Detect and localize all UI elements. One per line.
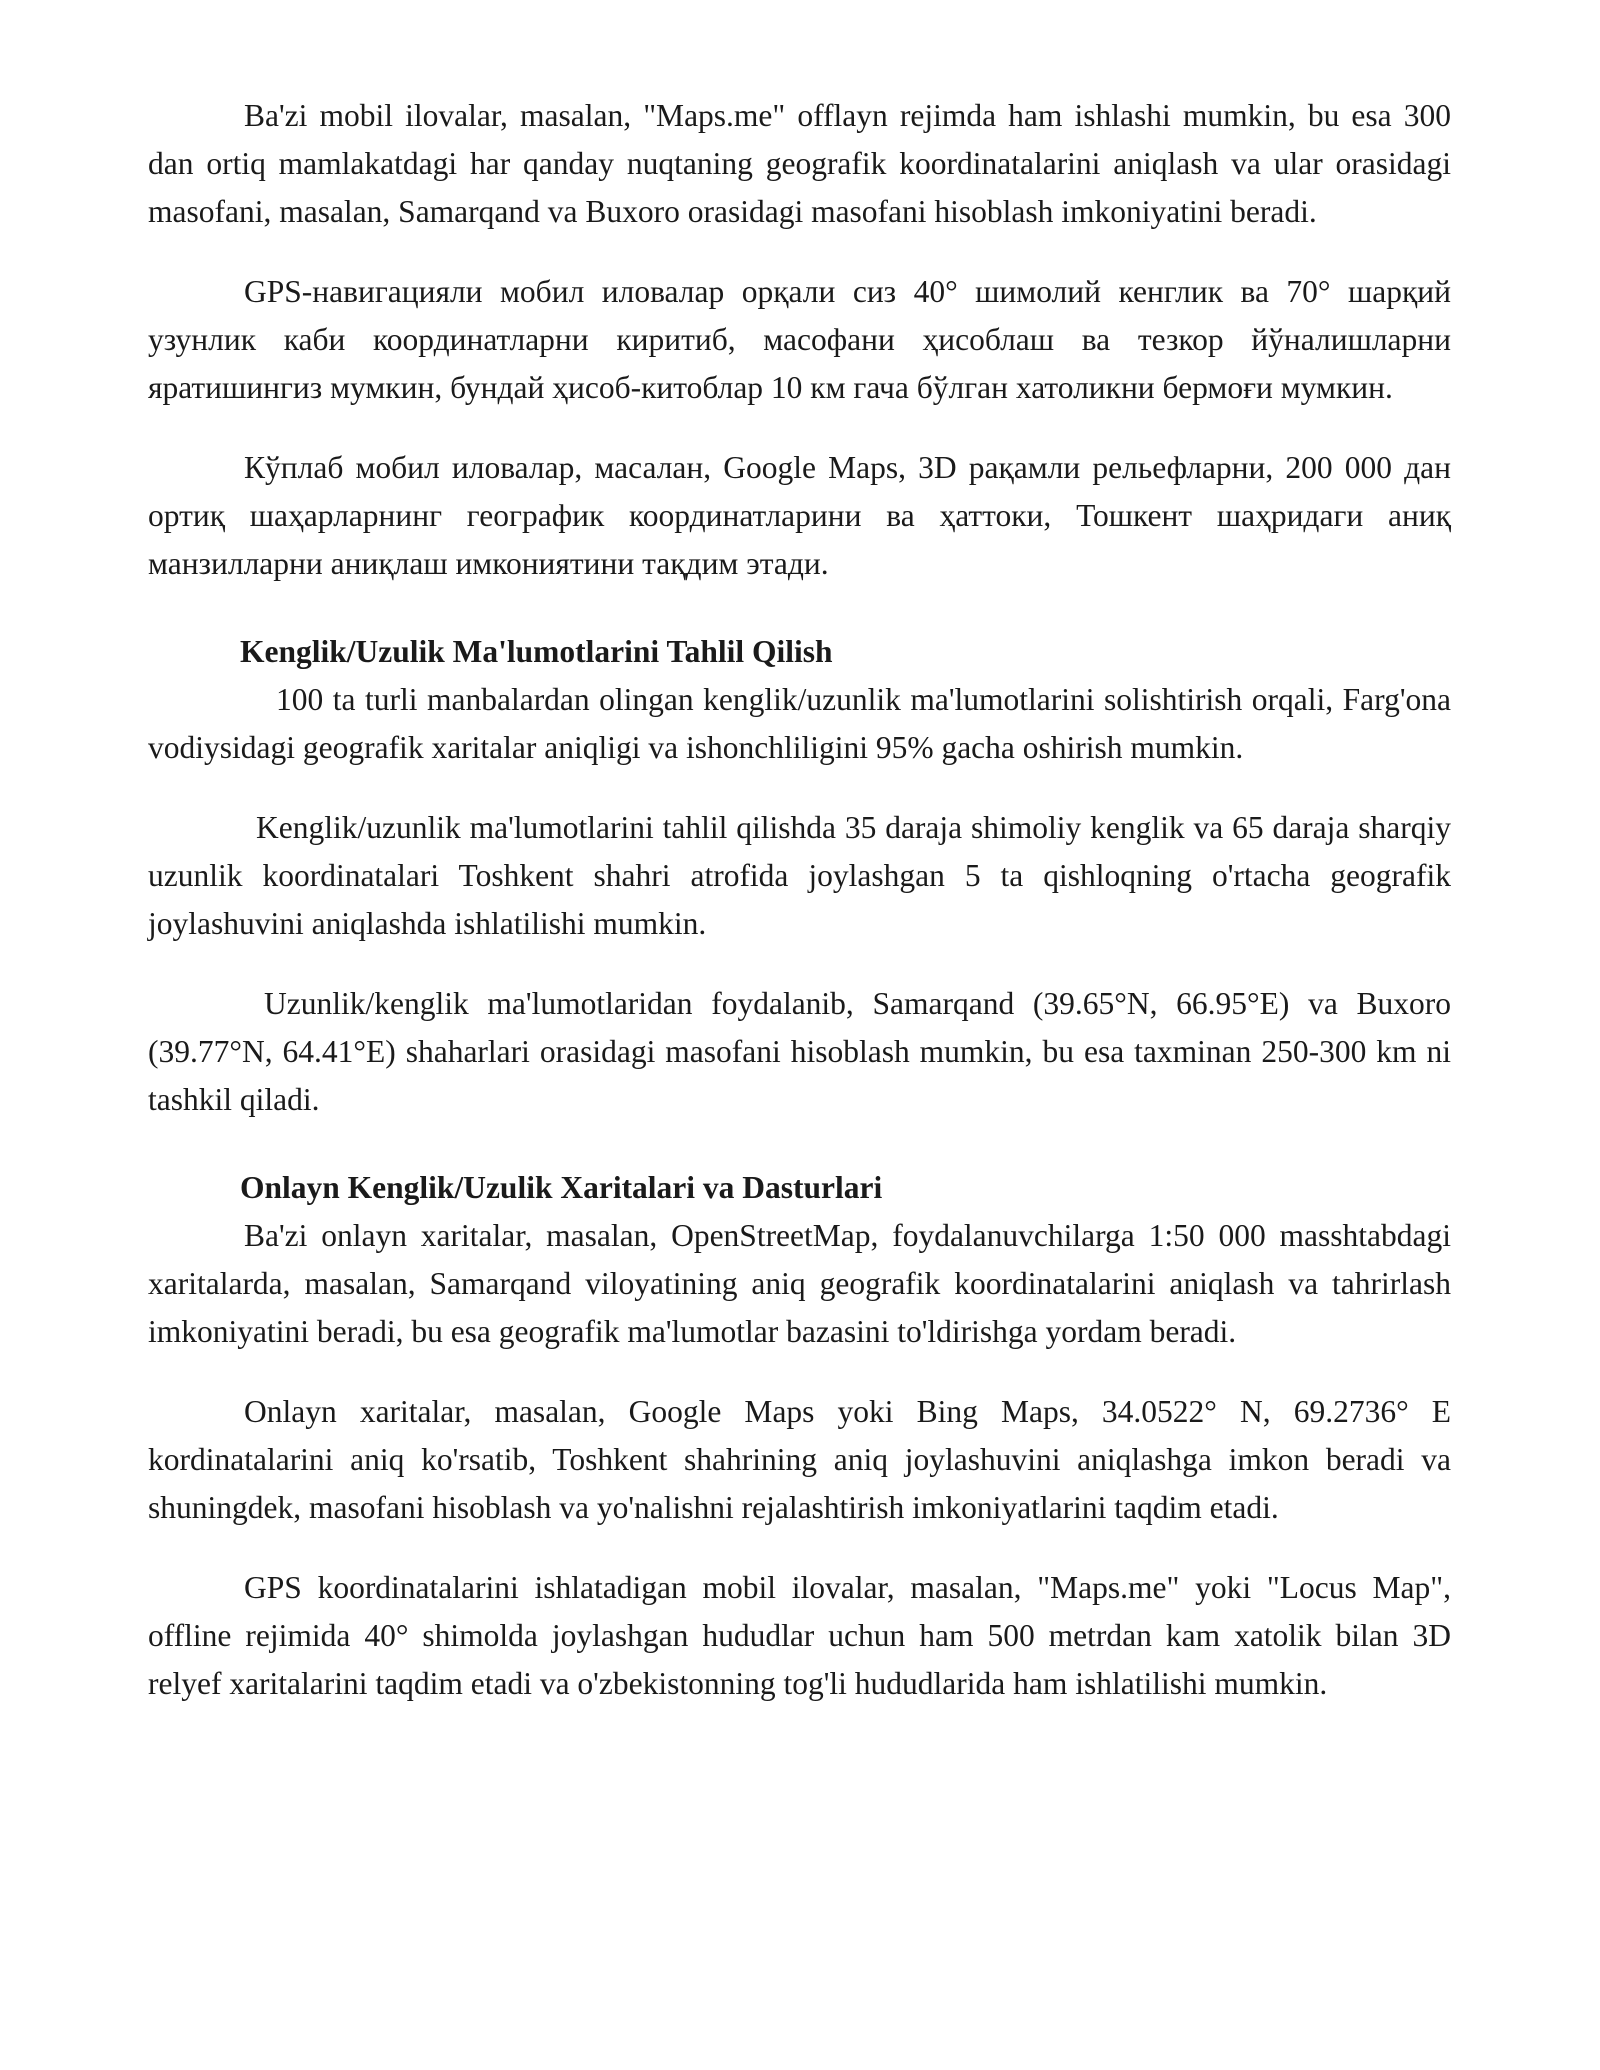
paragraph-google-bing-maps: Onlayn xaritalar, masalan, Google Maps yoki Bing Maps, 34.0522° N, 69.2736° E kordinatalarini aniq ko'rsatib, Toshkent shahrining aniq joylashuvini aniqlashga imkon beradi va shuningdek, masofani hisoblash va yo'nalishni rejalashtirish imkoniyatlarini taqdim etadi. — [148, 1394, 1451, 1525]
paragraph-gps-navigation: GPS-навигацияли мобил иловалар орқали сиз 40° шимолий кенглик ва 70° шарқий узунлик каби координатларни киритиб, масофани ҳисоблаш ва тезкор йўналишларни яратишингиз мумкин, бундай ҳисоб-китоблар 10 км гача бўлган хатоликни бермоғи мумкин. — [148, 274, 1451, 405]
section-heading-online-maps: Onlayn Kenglik/Uzulik Xaritalari va Dasturlari — [240, 1170, 883, 1205]
paragraph-coordinates-analysis: Kenglik/uzunlik ma'lumotlarini tahlil qilishda 35 daraja shimoliy kenglik va 65 daraja sharqiy uzunlik koordinatalari Toshkent shahri atrofida joylashgan 5 ta qishloqning o'rtacha geografik joylashuvini aniqlashda ishlatilishi mumkin. — [148, 810, 1451, 941]
paragraph-google-maps-3d: Кўплаб мобил иловалар, масалан, Google Maps, 3D рақамли рельефларни, 200 000 дан ортиқ шаҳарларнинг географик координатларини ва ҳаттоки, Тошкент шаҳридаги аниқ манзилларни аниқлаш имкониятини тақдим этади. — [148, 450, 1451, 581]
paragraph-maps-me-offline: Ba'zi mobil ilovalar, masalan, "Maps.me" offlayn rejimda ham ishlashi mumkin, bu esa 300 dan ortiq mamlakatdagi har qanday nuqtaning geografik koordinatalarini aniqlash va ular orasidagi masofani, masalan, Samarqand va Buxoro orasidagi masofani hisoblash imkoniyatini beradi. — [148, 98, 1451, 229]
paragraph-data-comparison: 100 ta turli manbalardan olingan kenglik/uzunlik ma'lumotlarini solishtirish orqali, Farg'ona vodiysidagi geografik xaritalar aniqligi va ishonchliligini 95% gacha oshirish mumkin. — [148, 682, 1451, 765]
paragraph-openstreetmap: Ba'zi onlayn xaritalar, masalan, OpenStreetMap, foydalanuvchilarga 1:50 000 masshtabdagi xaritalarda, masalan, Samarqand viloyatining aniq geografik koordinatalarini aniqlash va tahrirlash imkoniyatini beradi, bu esa geografik ma'lumotlar bazasini to'ldirishga yordam beradi. — [148, 1218, 1451, 1349]
paragraph-samarqand-buxoro-distance: Uzunlik/kenglik ma'lumotlaridan foydalanib, Samarqand (39.65°N, 66.95°E) va Buxoro (39.77°N, 64.41°E) shaharlari orasidagi masofani hisoblash mumkin, bu esa taxminan 250-300 km ni tashkil qiladi. — [148, 986, 1451, 1117]
document-page — [148, 92, 1451, 1708]
section-heading-analysis: Kenglik/Uzulik Ma'lumotlarini Tahlil Qilish — [240, 634, 833, 669]
paragraph-gps-mobile-apps: GPS koordinatalarini ishlatadigan mobil ilovalar, masalan, "Maps.me" yoki "Locus Map", offline rejimida 40° shimolda joylashgan hududlar uchun ham 500 metrdan kam xatolik bilan 3D relyef xaritalarini taqdim etadi va o'zbekistonning tog'li hududlarida ham ishlatilishi mumkin. — [148, 1570, 1451, 1701]
